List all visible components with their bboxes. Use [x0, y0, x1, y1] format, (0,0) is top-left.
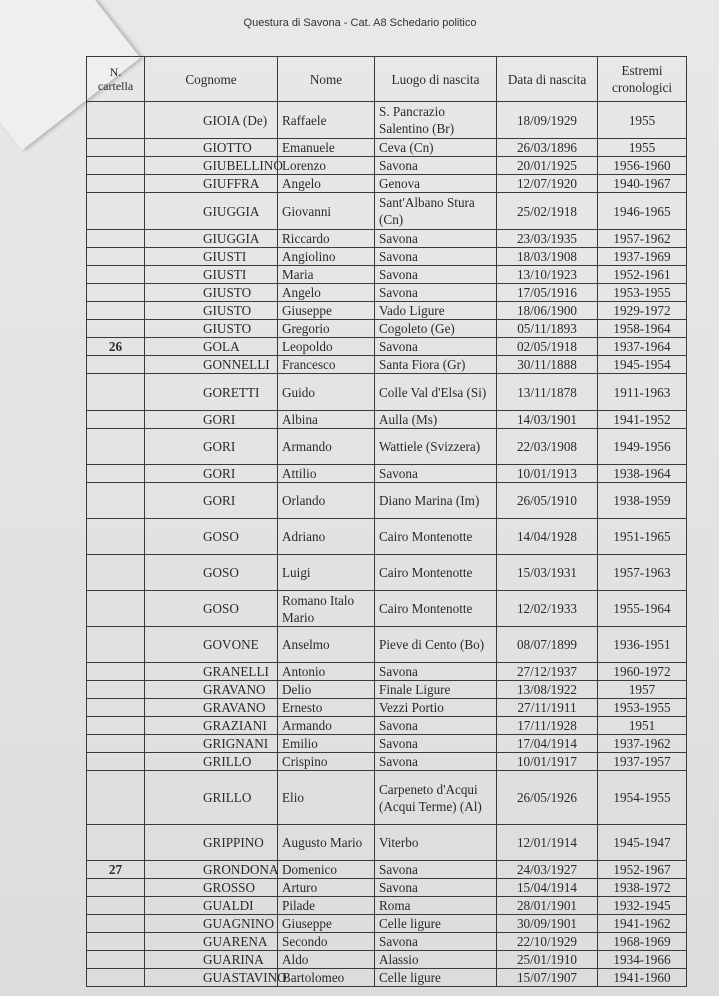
cell-cognome: GORI [145, 411, 278, 429]
cell-luogo: Cairo Montenotte [375, 591, 497, 627]
cell-data-nascita: 17/11/1928 [497, 717, 598, 735]
table-row [87, 193, 687, 230]
cell-nome: Armando [278, 717, 375, 735]
cell-luogo: Finale Ligure [375, 681, 497, 699]
cell-cognome: GIUSTI [145, 266, 278, 284]
cell-estremi: 1957-1962 [598, 230, 687, 248]
cell-nome: Francesco [278, 356, 375, 374]
cell-cognome: GOSO [145, 591, 278, 627]
cell-luogo: Cairo Montenotte [375, 555, 497, 591]
cell-estremi: 1937-1964 [598, 338, 687, 356]
cell-data-nascita: 26/05/1926 [497, 771, 598, 825]
table-row [87, 717, 687, 735]
cell-cognome: GIOTTO [145, 139, 278, 157]
header-cognome: Cognome [145, 57, 278, 102]
table-row [87, 284, 687, 302]
cell-luogo: Savona [375, 753, 497, 771]
table-row [87, 555, 687, 591]
cell-estremi: 1957 [598, 681, 687, 699]
cell-n-cartella [87, 411, 145, 429]
cell-cognome: GIUSTO [145, 284, 278, 302]
cell-n-cartella [87, 102, 145, 139]
cell-estremi: 1955 [598, 139, 687, 157]
page-header-title: Questura di Savona - Cat. A8 Schedario politico [243, 17, 477, 29]
cell-luogo: Cairo Montenotte [375, 519, 497, 555]
table-row [87, 102, 687, 139]
cell-nome: Ernesto [278, 699, 375, 717]
cell-nome: Augusto Mario [278, 825, 375, 861]
cell-nome: Maria [278, 266, 375, 284]
cell-nome: Aldo [278, 951, 375, 969]
table-row [87, 699, 687, 717]
cell-cognome: GUASTAVINO [145, 969, 278, 987]
cell-luogo: Savona [375, 717, 497, 735]
cell-nome: Antonio [278, 663, 375, 681]
table-row [87, 302, 687, 320]
cell-estremi: 1937-1969 [598, 248, 687, 266]
cell-cognome: GROSSO [145, 879, 278, 897]
cell-estremi: 1941-1952 [598, 411, 687, 429]
cell-n-cartella [87, 951, 145, 969]
cell-nome: Angelo [278, 175, 375, 193]
cell-estremi: 1960-1972 [598, 663, 687, 681]
cell-estremi: 1957-1963 [598, 555, 687, 591]
table-row [87, 861, 687, 879]
table-row [87, 157, 687, 175]
cell-luogo: Savona [375, 157, 497, 175]
cell-n-cartella [87, 825, 145, 861]
cell-n-cartella: 27 [87, 861, 145, 879]
cell-nome: Arturo [278, 879, 375, 897]
cell-estremi: 1938-1959 [598, 483, 687, 519]
cell-cognome: GUARENA [145, 933, 278, 951]
cell-estremi: 1949-1956 [598, 429, 687, 465]
cell-estremi: 1954-1955 [598, 771, 687, 825]
table-row [87, 735, 687, 753]
cell-nome: Orlando [278, 483, 375, 519]
table-row [87, 681, 687, 699]
cell-nome: Giuseppe [278, 915, 375, 933]
cell-estremi: 1937-1962 [598, 735, 687, 753]
cell-cognome: GRIPPINO [145, 825, 278, 861]
table-row [87, 897, 687, 915]
cell-nome: Giuseppe [278, 302, 375, 320]
cell-data-nascita: 12/02/1933 [497, 591, 598, 627]
cell-n-cartella [87, 771, 145, 825]
header-nome: Nome [278, 57, 375, 102]
table-row [87, 915, 687, 933]
table-row [87, 374, 687, 411]
cell-luogo: Viterbo [375, 825, 497, 861]
cell-estremi: 1941-1962 [598, 915, 687, 933]
table-row [87, 230, 687, 248]
cell-cognome: GIOIA (De) [145, 102, 278, 139]
cell-cognome: GUARINA [145, 951, 278, 969]
cell-n-cartella [87, 519, 145, 555]
cell-estremi: 1952-1961 [598, 266, 687, 284]
cell-data-nascita: 25/02/1918 [497, 193, 598, 230]
cell-nome: Attilio [278, 465, 375, 483]
cell-n-cartella [87, 915, 145, 933]
cell-n-cartella [87, 969, 145, 987]
cell-n-cartella [87, 356, 145, 374]
cell-cognome: GRAZIANI [145, 717, 278, 735]
cell-n-cartella [87, 429, 145, 465]
cell-nome: Giovanni [278, 193, 375, 230]
cell-nome: Armando [278, 429, 375, 465]
cell-estremi: 1951-1965 [598, 519, 687, 555]
cell-estremi: 1911-1963 [598, 374, 687, 411]
cell-data-nascita: 27/12/1937 [497, 663, 598, 681]
cell-cognome: GRILLO [145, 771, 278, 825]
table-row [87, 969, 687, 987]
table-row [87, 933, 687, 951]
cell-data-nascita: 14/04/1928 [497, 519, 598, 555]
cell-data-nascita: 05/11/1893 [497, 320, 598, 338]
cell-nome: Raffaele [278, 102, 375, 139]
cell-luogo: Carpeneto d'Acqui (Acqui Terme) (Al) [375, 771, 497, 825]
cell-nome: Leopoldo [278, 338, 375, 356]
cell-data-nascita: 15/04/1914 [497, 879, 598, 897]
cell-data-nascita: 18/09/1929 [497, 102, 598, 139]
cell-estremi: 1941-1960 [598, 969, 687, 987]
cell-n-cartella [87, 266, 145, 284]
cell-cognome: GONNELLI [145, 356, 278, 374]
cell-cognome: GOSO [145, 519, 278, 555]
cell-nome: Romano Italo Mario [278, 591, 375, 627]
cell-estremi: 1937-1957 [598, 753, 687, 771]
cell-n-cartella [87, 465, 145, 483]
cell-estremi: 1945-1954 [598, 356, 687, 374]
cell-data-nascita: 13/10/1923 [497, 266, 598, 284]
cell-n-cartella [87, 897, 145, 915]
cell-estremi: 1968-1969 [598, 933, 687, 951]
cell-data-nascita: 30/09/1901 [497, 915, 598, 933]
cell-n-cartella [87, 735, 145, 753]
cell-n-cartella [87, 879, 145, 897]
cell-luogo: Colle Val d'Elsa (Si) [375, 374, 497, 411]
cell-n-cartella [87, 139, 145, 157]
cell-luogo: Alassio [375, 951, 497, 969]
cell-n-cartella: 26 [87, 338, 145, 356]
table-row [87, 465, 687, 483]
cell-estremi: 1945-1947 [598, 825, 687, 861]
cell-data-nascita: 08/07/1899 [497, 627, 598, 663]
cell-cognome: GOLA [145, 338, 278, 356]
cell-luogo: Roma [375, 897, 497, 915]
cell-luogo: Savona [375, 338, 497, 356]
cell-estremi: 1955 [598, 102, 687, 139]
table-row [87, 320, 687, 338]
cell-estremi: 1953-1955 [598, 284, 687, 302]
cell-nome: Angiolino [278, 248, 375, 266]
cell-cognome: GOVONE [145, 627, 278, 663]
cell-data-nascita: 12/07/1920 [497, 175, 598, 193]
table-row [87, 338, 687, 356]
cell-data-nascita: 13/08/1922 [497, 681, 598, 699]
cell-data-nascita: 26/03/1896 [497, 139, 598, 157]
cell-cognome: GIUSTI [145, 248, 278, 266]
cell-data-nascita: 13/11/1878 [497, 374, 598, 411]
cell-cognome: GORETTI [145, 374, 278, 411]
cell-luogo: Savona [375, 266, 497, 284]
cell-n-cartella [87, 320, 145, 338]
cell-luogo: Savona [375, 230, 497, 248]
cell-cognome: GRONDONA [145, 861, 278, 879]
cell-nome: Delio [278, 681, 375, 699]
cell-luogo: Savona [375, 248, 497, 266]
cell-data-nascita: 23/03/1935 [497, 230, 598, 248]
cell-n-cartella [87, 157, 145, 175]
cell-cognome: GRAVANO [145, 681, 278, 699]
cell-luogo: Ceva (Cn) [375, 139, 497, 157]
cell-cognome: GRIGNANI [145, 735, 278, 753]
cell-n-cartella [87, 248, 145, 266]
cell-luogo: Celle ligure [375, 969, 497, 987]
cell-cognome: GIUFFRA [145, 175, 278, 193]
cell-nome: Gregorio [278, 320, 375, 338]
table-row [87, 139, 687, 157]
cell-n-cartella [87, 753, 145, 771]
table-row [87, 411, 687, 429]
cell-estremi: 1952-1967 [598, 861, 687, 879]
cell-data-nascita: 14/03/1901 [497, 411, 598, 429]
cell-n-cartella [87, 374, 145, 411]
cell-estremi: 1936-1951 [598, 627, 687, 663]
cell-estremi: 1938-1972 [598, 879, 687, 897]
cell-data-nascita: 10/01/1917 [497, 753, 598, 771]
cell-cognome: GORI [145, 483, 278, 519]
table-row [87, 663, 687, 681]
cell-nome: Bartolomeo [278, 969, 375, 987]
cell-cognome: GIUGGIA [145, 193, 278, 230]
cell-nome: Elio [278, 771, 375, 825]
cell-cognome: GRANELLI [145, 663, 278, 681]
table-row [87, 519, 687, 555]
cell-luogo: Savona [375, 465, 497, 483]
cell-estremi: 1929-1972 [598, 302, 687, 320]
cell-nome: Domenico [278, 861, 375, 879]
cell-nome: Adriano [278, 519, 375, 555]
cell-data-nascita: 02/05/1918 [497, 338, 598, 356]
table-row [87, 951, 687, 969]
table-row [87, 356, 687, 374]
cell-data-nascita: 24/03/1927 [497, 861, 598, 879]
cell-estremi: 1946-1965 [598, 193, 687, 230]
cell-luogo: Savona [375, 933, 497, 951]
cell-n-cartella [87, 591, 145, 627]
cell-data-nascita: 27/11/1911 [497, 699, 598, 717]
cell-nome: Emilio [278, 735, 375, 753]
cell-nome: Lorenzo [278, 157, 375, 175]
cell-cognome: GUAGNINO [145, 915, 278, 933]
cell-cognome: GRILLO [145, 753, 278, 771]
cell-nome: Anselmo [278, 627, 375, 663]
cell-data-nascita: 22/10/1929 [497, 933, 598, 951]
table-row [87, 627, 687, 663]
cell-estremi: 1958-1964 [598, 320, 687, 338]
cell-luogo: Aulla (Ms) [375, 411, 497, 429]
cell-nome: Angelo [278, 284, 375, 302]
table-row [87, 429, 687, 465]
cell-cognome: GRAVANO [145, 699, 278, 717]
table-row [87, 591, 687, 627]
cell-luogo: Savona [375, 663, 497, 681]
cell-cognome: GIUSTO [145, 302, 278, 320]
cell-luogo: Savona [375, 879, 497, 897]
cell-n-cartella [87, 230, 145, 248]
cell-nome: Emanuele [278, 139, 375, 157]
cell-estremi: 1932-1945 [598, 897, 687, 915]
cell-nome: Luigi [278, 555, 375, 591]
cell-data-nascita: 22/03/1908 [497, 429, 598, 465]
cell-cognome: GIUGGIA [145, 230, 278, 248]
cell-estremi: 1934-1966 [598, 951, 687, 969]
cell-data-nascita: 26/05/1910 [497, 483, 598, 519]
header-n-cartella: N. cartella [87, 57, 145, 102]
cell-cognome: GIUBELLINO [145, 157, 278, 175]
cell-luogo: Savona [375, 284, 497, 302]
cell-data-nascita: 18/03/1908 [497, 248, 598, 266]
table-header-row [87, 57, 687, 102]
header-data: Data di nascita [497, 57, 598, 102]
cell-estremi: 1955-1964 [598, 591, 687, 627]
cell-luogo: Celle ligure [375, 915, 497, 933]
table-row [87, 825, 687, 861]
cell-data-nascita: 17/05/1916 [497, 284, 598, 302]
cell-n-cartella [87, 555, 145, 591]
table-row [87, 175, 687, 193]
table-row [87, 771, 687, 825]
cell-n-cartella [87, 663, 145, 681]
cell-estremi: 1956-1960 [598, 157, 687, 175]
table-row [87, 753, 687, 771]
cell-n-cartella [87, 681, 145, 699]
cell-estremi: 1951 [598, 717, 687, 735]
cell-luogo: Pieve di Cento (Bo) [375, 627, 497, 663]
table-row [87, 483, 687, 519]
header-luogo: Luogo di nascita [375, 57, 497, 102]
cell-luogo: Santa Fiora (Gr) [375, 356, 497, 374]
cell-nome: Secondo [278, 933, 375, 951]
cell-luogo: Wattiele (Svizzera) [375, 429, 497, 465]
header-estremi: Estremi cronologici [598, 57, 687, 102]
cell-luogo: S. Pancrazio Salentino (Br) [375, 102, 497, 139]
cell-data-nascita: 20/01/1925 [497, 157, 598, 175]
cell-luogo: Cogoleto (Ge) [375, 320, 497, 338]
cell-data-nascita: 17/04/1914 [497, 735, 598, 753]
cell-cognome: GUALDI [145, 897, 278, 915]
cell-luogo: Vezzi Portio [375, 699, 497, 717]
table-row [87, 248, 687, 266]
cell-data-nascita: 12/01/1914 [497, 825, 598, 861]
register-table [86, 56, 687, 987]
cell-nome: Guido [278, 374, 375, 411]
cell-n-cartella [87, 717, 145, 735]
cell-estremi: 1940-1967 [598, 175, 687, 193]
table-row [87, 879, 687, 897]
table-row [87, 266, 687, 284]
cell-luogo: Genova [375, 175, 497, 193]
cell-n-cartella [87, 193, 145, 230]
cell-luogo: Savona [375, 861, 497, 879]
cell-nome: Pilade [278, 897, 375, 915]
cell-luogo: Savona [375, 735, 497, 753]
cell-cognome: GORI [145, 429, 278, 465]
cell-n-cartella [87, 483, 145, 519]
cell-estremi: 1938-1964 [598, 465, 687, 483]
cell-nome: Crispino [278, 753, 375, 771]
cell-cognome: GOSO [145, 555, 278, 591]
cell-nome: Albina [278, 411, 375, 429]
cell-n-cartella [87, 699, 145, 717]
cell-data-nascita: 25/01/1910 [497, 951, 598, 969]
cell-cognome: GIUSTO [145, 320, 278, 338]
cell-estremi: 1953-1955 [598, 699, 687, 717]
cell-n-cartella [87, 933, 145, 951]
cell-data-nascita: 30/11/1888 [497, 356, 598, 374]
cell-n-cartella [87, 627, 145, 663]
cell-luogo: Sant'Albano Stura (Cn) [375, 193, 497, 230]
cell-n-cartella [87, 175, 145, 193]
cell-luogo: Diano Marina (Im) [375, 483, 497, 519]
cell-data-nascita: 18/06/1900 [497, 302, 598, 320]
cell-n-cartella [87, 284, 145, 302]
cell-data-nascita: 15/07/1907 [497, 969, 598, 987]
cell-n-cartella [87, 302, 145, 320]
cell-data-nascita: 10/01/1913 [497, 465, 598, 483]
cell-nome: Riccardo [278, 230, 375, 248]
cell-luogo: Vado Ligure [375, 302, 497, 320]
cell-data-nascita: 15/03/1931 [497, 555, 598, 591]
cell-cognome: GORI [145, 465, 278, 483]
cell-data-nascita: 28/01/1901 [497, 897, 598, 915]
table-body [87, 102, 687, 987]
